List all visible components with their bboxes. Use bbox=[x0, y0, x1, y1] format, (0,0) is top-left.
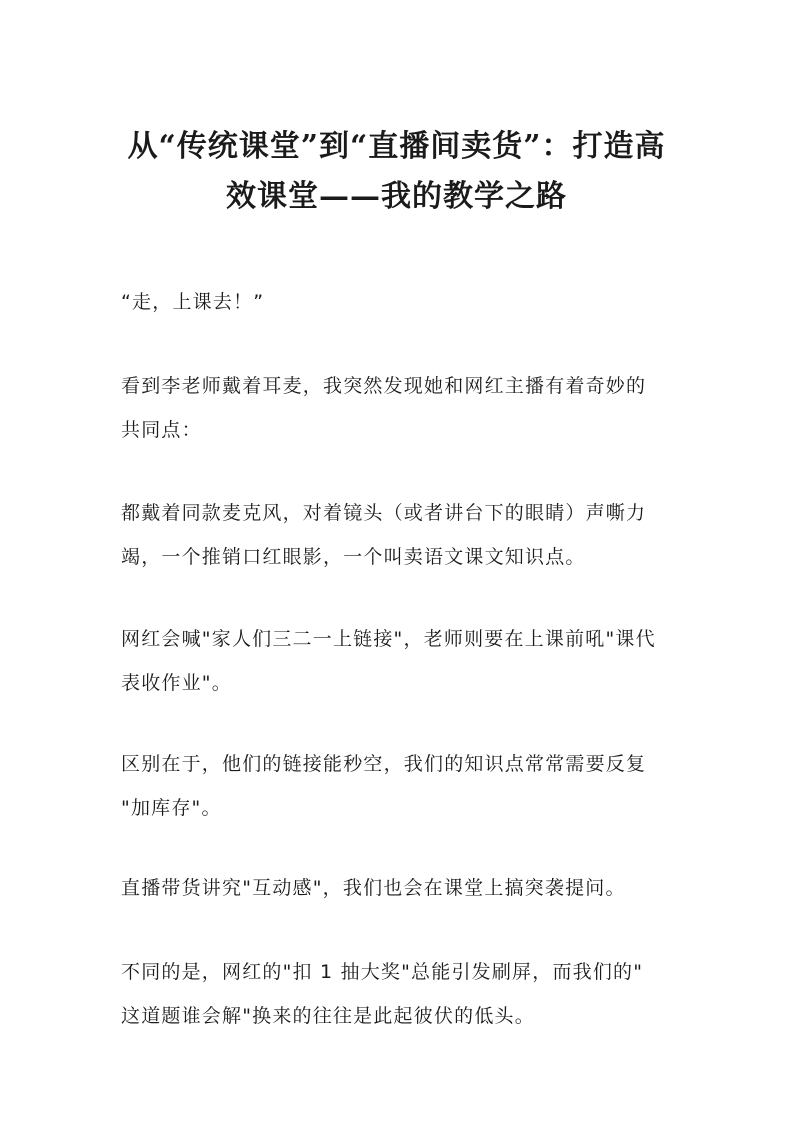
paragraph-6-line-1: 直播带货讲究"互动感"，我们也会在课堂上搞突袭提问。 bbox=[121, 877, 626, 899]
paragraph-4-line-1: 网红会喊"家人们三二一上链接"，老师则要在上课前吼"课代 bbox=[121, 628, 656, 650]
paragraph-7-line-1: 不同的是，网红的"扣 1 抽大奖"总能引发刷屏，而我们的" bbox=[121, 961, 644, 983]
paragraph-4 bbox=[121, 617, 681, 705]
paragraph-3 bbox=[121, 491, 681, 579]
paragraph-2 bbox=[121, 364, 681, 452]
paragraph-2-line-1: 看到李老师戴着耳麦，我突然发现她和网红主播有着奇妙的 bbox=[121, 375, 647, 397]
paragraph-1 bbox=[121, 280, 681, 324]
paragraph-6 bbox=[121, 866, 681, 910]
paragraph-3-line-2: 竭，一个推销口红眼影，一个叫卖语文课文知识点。 bbox=[121, 546, 586, 568]
paragraph-1-line-1: “走，上课去！” bbox=[121, 291, 265, 313]
paragraph-2-line-2: 共同点： bbox=[121, 419, 202, 441]
paragraph-7-line-2: 这道题谁会解"换来的往往是此起彼伏的低头。 bbox=[121, 1005, 535, 1027]
paragraph-5-line-1: 区别在于，他们的链接能秒空，我们的知识点常常需要反复 bbox=[121, 753, 647, 775]
document-title-line-2: 效课堂——我的教学之路 bbox=[226, 179, 567, 214]
paragraph-3-line-1: 都戴着同款麦克风，对着镜头（或者讲台下的眼睛）声嘶力 bbox=[121, 502, 647, 524]
paragraph-5-line-2: "加库存"。 bbox=[121, 797, 222, 819]
paragraph-7 bbox=[121, 950, 681, 1038]
paragraph-5 bbox=[121, 742, 681, 830]
document-title-line-1: 从“传统课堂”到“直播间卖货”：打造高 bbox=[127, 129, 666, 164]
paragraph-4-line-2: 表收作业"。 bbox=[121, 672, 232, 694]
